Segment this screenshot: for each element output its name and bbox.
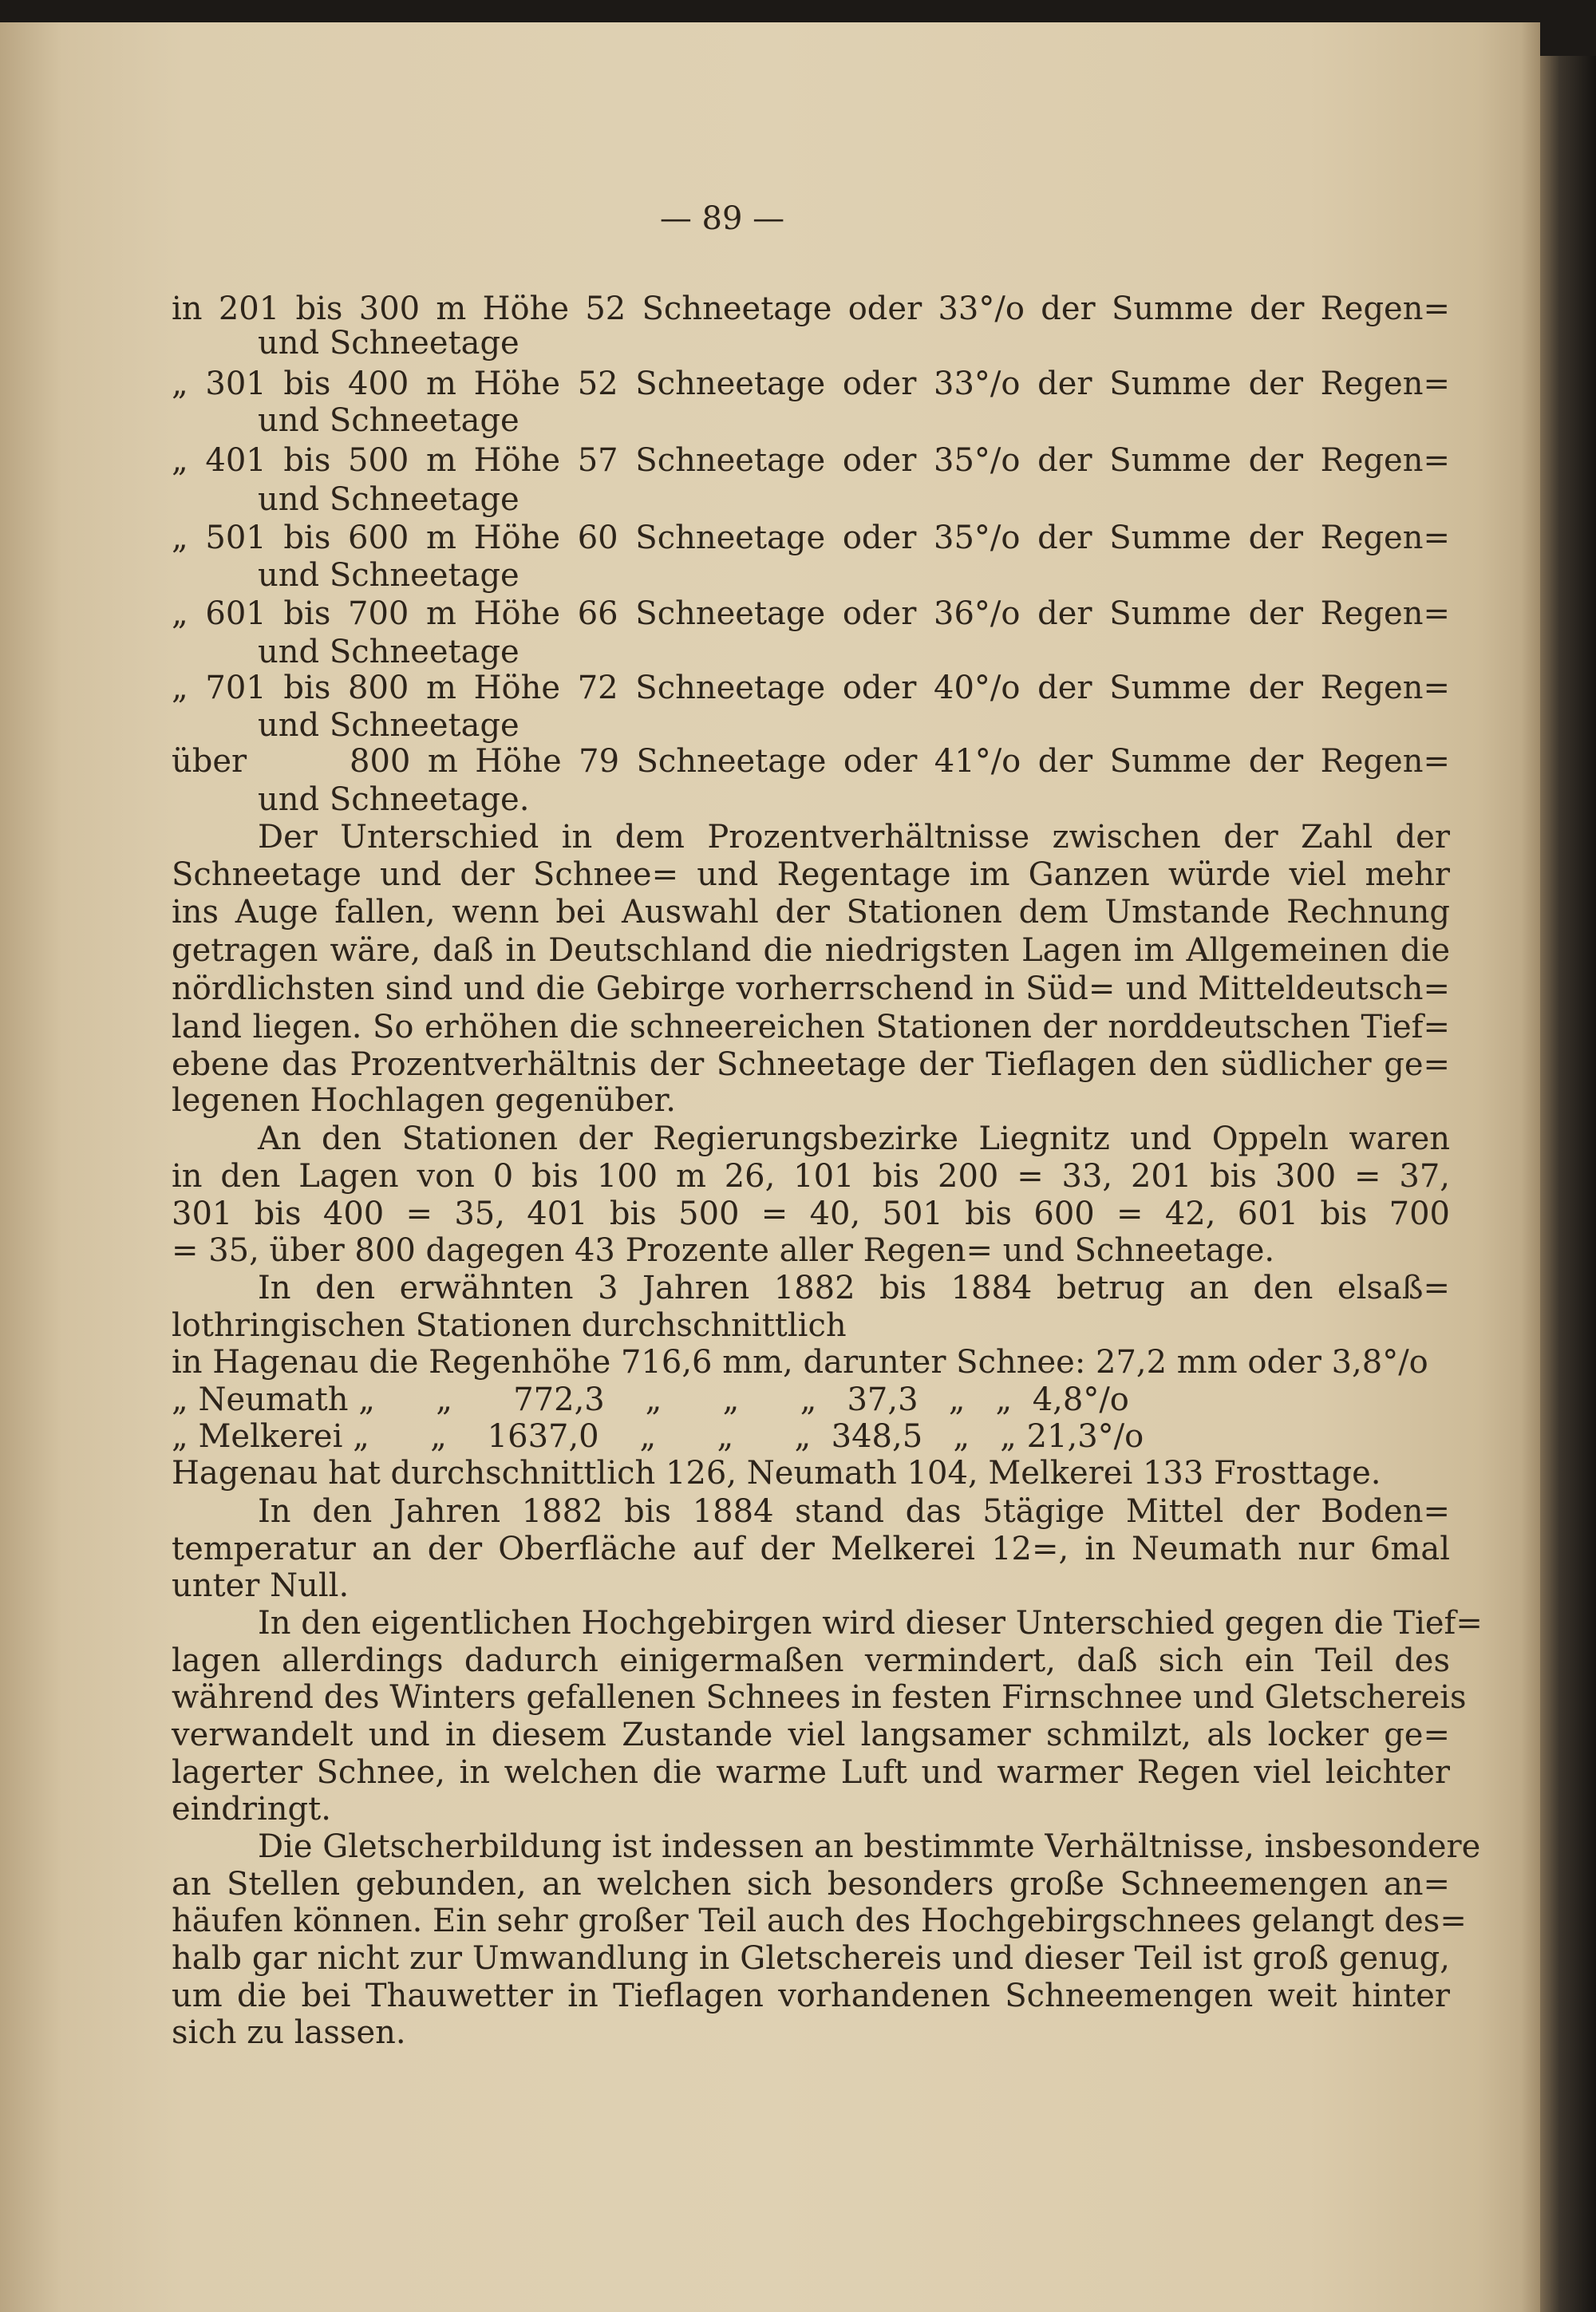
altitude-row-continuation: und Schneetage: [258, 634, 519, 670]
altitude-row-continuation: und Schneetage: [258, 325, 519, 362]
paragraph-line: häufen können. Ein sehr großer Teil auch des Hochgebirgschnees gelangt des=: [172, 1903, 1467, 1939]
paragraph-line: ins Auge fallen, wenn bei Auswahl der Stationen dem Umstande Rechnung: [172, 894, 1450, 931]
paragraph-line: getragen wäre, daß in Deutschland die niedrigsten Lagen im Allgemeinen die: [172, 932, 1450, 969]
page-number: — 89 —: [659, 200, 785, 237]
paragraph-line: halb gar nicht zur Umwandlung in Gletschereis und dieser Teil ist groß genug,: [172, 1940, 1450, 1977]
altitude-row: „ 301 bis 400 m Höhe 52 Schneetage oder 33°/o der Summe der Regen=: [172, 366, 1450, 402]
altitude-row-continuation: und Schneetage: [258, 557, 519, 594]
paragraph-line: während des Winters gefallenen Schnees in festen Firnschnee und Gletschereis: [172, 1679, 1467, 1716]
paragraph-line: Schneetage und der Schnee= und Regentage im Ganzen würde viel mehr: [172, 856, 1450, 893]
paragraph-line: nördlichsten sind und die Gebirge vorherrschend in Süd= und Mitteldeutsch=: [172, 970, 1450, 1007]
altitude-row: in 201 bis 300 m Höhe 52 Schneetage oder 33°/o der Summe der Regen=: [172, 290, 1450, 327]
paragraph-line: land liegen. So erhöhen die schneereichen Stationen der norddeutschen Tief=: [172, 1009, 1450, 1045]
altitude-row: „ 701 bis 800 m Höhe 72 Schneetage oder 40°/o der Summe der Regen=: [172, 670, 1450, 706]
paragraph-line: um die bei Thauwetter in Tieflagen vorhandenen Schneemengen weit hinter: [172, 1978, 1450, 2014]
altitude-row-continuation: und Schneetage: [258, 481, 519, 518]
altitude-row-continuation: und Schneetage: [258, 402, 519, 439]
precipitation-row: „ Neumath „ „ 772,3 „ „ „ 37,3 „ „ 4,8°/o: [172, 1381, 1129, 1418]
paragraph-line: In den Jahren 1882 bis 1884 stand das 5tägige Mittel der Boden=: [258, 1493, 1450, 1530]
paragraph-line: Der Unterschied in dem Prozentverhältnisse zwischen der Zahl der: [258, 819, 1450, 856]
altitude-row: „ 501 bis 600 m Höhe 60 Schneetage oder 35°/o der Summe der Regen=: [172, 520, 1450, 556]
altitude-row: „ 401 bis 500 m Höhe 57 Schneetage oder 35°/o der Summe der Regen=: [172, 442, 1450, 479]
altitude-row: über 800 m Höhe 79 Schneetage oder 41°/o der Summe der Regen=: [172, 743, 1450, 780]
paragraph-line: = 35, über 800 dagegen 43 Prozente aller Regen= und Schneetage.: [172, 1232, 1275, 1269]
paragraph-line: lagen allerdings dadurch einigermaßen vermindert, daß sich ein Teil des: [172, 1642, 1450, 1679]
paragraph-line: legenen Hochlagen gegenüber.: [172, 1082, 676, 1119]
altitude-row-continuation: und Schneetage.: [258, 781, 530, 818]
paragraph-line: sich zu lassen.: [172, 2014, 406, 2051]
paragraph-line: Hagenau hat durchschnittlich 126, Neumath 104, Melkerei 133 Frosttage.: [172, 1455, 1381, 1492]
book-edge: [1540, 56, 1596, 2312]
paragraph-line: verwandelt und in diesem Zustande viel langsamer schmilzt, als locker ge=: [172, 1717, 1450, 1753]
paragraph-line: eindringt.: [172, 1791, 331, 1828]
paragraph-line: unter Null.: [172, 1567, 350, 1604]
altitude-row: „ 601 bis 700 m Höhe 66 Schneetage oder 36°/o der Summe der Regen=: [172, 595, 1450, 632]
paragraph-line: an Stellen gebunden, an welchen sich besonders große Schneemengen an=: [172, 1866, 1450, 1903]
paragraph-line: 301 bis 400 = 35, 401 bis 500 = 40, 501 bis 600 = 42, 601 bis 700: [172, 1196, 1450, 1232]
paragraph-line: in den Lagen von 0 bis 100 m 26, 101 bis 200 = 33, 201 bis 300 = 37,: [172, 1158, 1450, 1195]
paragraph-line: In den eigentlichen Hochgebirgen wird dieser Unterschied gegen die Tief=: [258, 1605, 1483, 1642]
paragraph-line: Die Gletscherbildung ist indessen an bestimmte Verhältnisse, insbesondere: [258, 1828, 1481, 1865]
precipitation-row: in Hagenau die Regenhöhe 716,6 mm, darunter Schnee: 27,2 mm oder 3,8°/o: [172, 1344, 1428, 1381]
paragraph-line: lothringischen Stationen durchschnittlich: [172, 1307, 847, 1344]
precipitation-row: „ Melkerei „ „ 1637,0 „ „ „ 348,5 „ „ 21,3°/o: [172, 1418, 1144, 1455]
paragraph-line: In den erwähnten 3 Jahren 1882 bis 1884 betrug an den elsaß=: [258, 1270, 1450, 1306]
altitude-row-continuation: und Schneetage: [258, 707, 519, 744]
paragraph-line: ebene das Prozentverhältnis der Schneetage der Tieflagen den südlicher ge=: [172, 1046, 1450, 1083]
paragraph-line: lagerter Schnee, in welchen die warme Luft und warmer Regen viel leichter: [172, 1754, 1450, 1791]
paragraph-line: temperatur an der Oberfläche auf der Melkerei 12=, in Neumath nur 6mal: [172, 1531, 1450, 1567]
paragraph-line: An den Stationen der Regierungsbezirke Liegnitz und Oppeln waren: [258, 1120, 1450, 1157]
